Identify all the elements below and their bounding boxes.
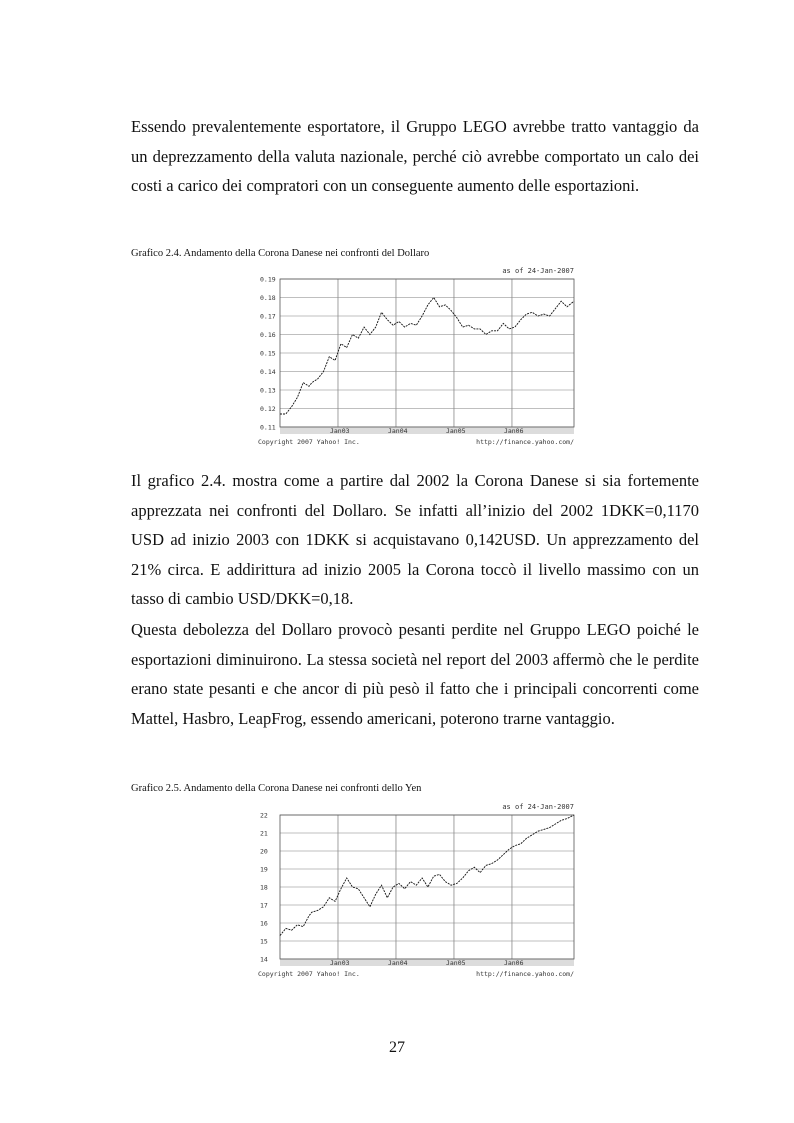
chart2-y-tick-label: 16 xyxy=(260,919,268,928)
chart1-source-label: http://finance.yahoo.com/ xyxy=(476,438,574,446)
chart1-y-tick-label: 0.17 xyxy=(260,312,276,321)
chart1-y-tick-label: 0.18 xyxy=(260,294,276,302)
paragraph-intro: Essendo prevalentemente esportatore, il Gruppo LEGO avrebbe tratto vantaggio da un deprezzamento della valuta nazionale, perché ciò avrebbe comportato un calo dei costi a carico dei compratori con un conseguente aumento delle esportazioni. xyxy=(131,117,699,195)
chart1-x-tick-label: Jan06 xyxy=(503,427,524,435)
chart2-y-tick-label: 19 xyxy=(260,865,268,874)
chart1-y-tick-label: 0.16 xyxy=(260,331,276,339)
figure-caption-2-5: Grafico 2.5. Andamento della Corona Danese nei confronti dello Yen xyxy=(131,783,422,794)
chart1-series-line xyxy=(280,298,574,415)
chart2-y-tick-label: 20 xyxy=(260,847,268,856)
chart1-y-tick-label: 0.11 xyxy=(260,423,276,432)
chart1-x-axis-band xyxy=(280,427,574,434)
chart2-as-of-label: as of 24-Jan-2007 xyxy=(502,803,574,811)
page-number: 27 xyxy=(389,1039,405,1056)
figure-caption-2-4: Grafico 2.4. Andamento della Corona Danese nei confronti del Dollaro xyxy=(131,248,430,259)
chart1-y-tick-label: 0.14 xyxy=(260,368,276,376)
chart2-y-tick-label: 21 xyxy=(260,829,268,838)
chart-dkk-usd-svg xyxy=(256,264,580,450)
chart2-y-tick-label: 22 xyxy=(260,811,268,820)
chart1-y-tick-label: 0.13 xyxy=(260,386,276,395)
chart2-x-tick-label: Jan03 xyxy=(329,959,350,967)
chart1-as-of-label: as of 24-Jan-2007 xyxy=(502,267,574,275)
chart2-x-tick-label: Jan04 xyxy=(387,959,408,967)
chart-dkk-jpy xyxy=(256,800,580,982)
chart2-y-tick-label: 14 xyxy=(260,955,268,964)
paragraph-dollar-analysis: Il grafico 2.4. mostra come a partire dal 2002 la Corona Danese si sia fortemente apprezzata nei confronti del Dollaro. Se infatti all’inizio del 2002 1DKK=0,1170 USD ad inizio 2003 con 1DKK si acquistavano 0,142USD. Un apprezzamento del 21% circa. E addirittura ad inizio 2005 la Corona toccò il livello massimo con un tasso di cambio USD/DKK=0,18. xyxy=(131,471,699,608)
chart2-y-tick-label: 18 xyxy=(260,883,268,892)
chart2-x-axis-band xyxy=(280,959,574,966)
chart-dkk-jpy-svg xyxy=(256,800,580,982)
chart1-x-tick-label: Jan04 xyxy=(387,427,408,435)
chart2-source-label: http://finance.yahoo.com/ xyxy=(476,970,574,978)
chart-dkk-usd xyxy=(256,264,580,450)
chart1-copyright-label: Copyright 2007 Yahoo! Inc. xyxy=(258,438,360,446)
chart1-y-tick-label: 0.19 xyxy=(260,275,276,284)
paragraph-lego-losses: Questa debolezza del Dollaro provocò pesanti perdite nel Gruppo LEGO poiché le esportazioni diminuirono. La stessa società nel report del 2003 affermò che le perdite erano state pesanti e che ancor di più pesò il fatto che i principali concorrenti come Mattel, Hasbro, LeapFrog, essendo americani, poterono trarne vantaggio. xyxy=(131,620,699,728)
chart1-x-tick-label: Jan03 xyxy=(329,427,350,435)
chart2-x-tick-label: Jan05 xyxy=(445,959,466,967)
chart1-y-tick-label: 0.15 xyxy=(260,349,276,358)
chart2-copyright-label: Copyright 2007 Yahoo! Inc. xyxy=(258,970,360,978)
chart1-y-tick-label: 0.12 xyxy=(260,405,276,413)
chart2-x-tick-label: Jan06 xyxy=(503,959,524,967)
chart2-y-tick-label: 15 xyxy=(260,937,268,946)
chart2-y-tick-label: 17 xyxy=(260,901,268,910)
chart1-x-tick-label: Jan05 xyxy=(445,427,466,435)
